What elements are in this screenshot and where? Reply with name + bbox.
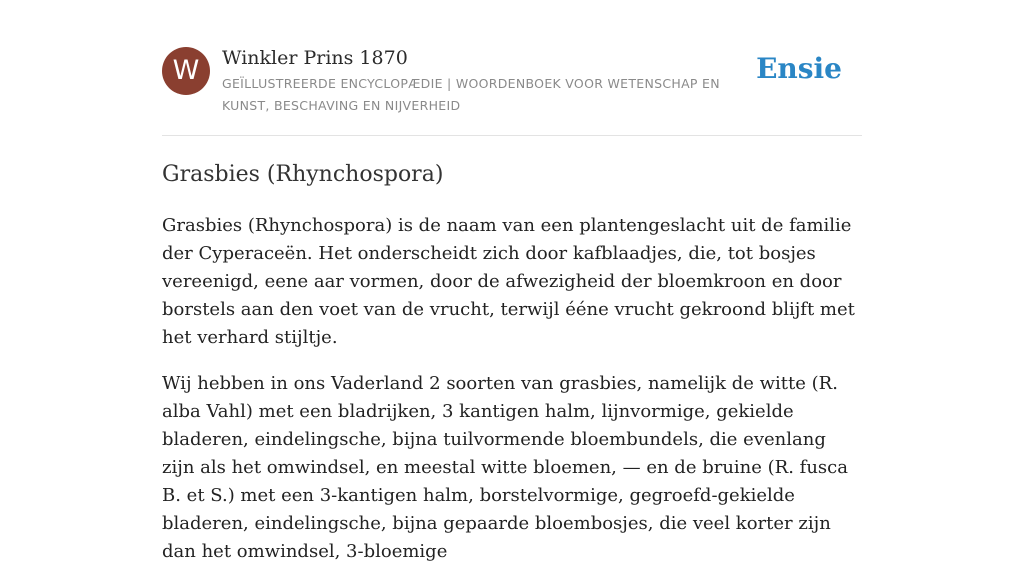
source-title[interactable]: Winkler Prins 1870 [222,47,408,69]
source-subtitle: GEÏLLUSTREERDE ENCYCLOPÆDIE | WOORDENBOEK VOOR WETENSCHAP EN KUNST, BESCHAVING EN NIJVERHEID [222,76,720,113]
content-column [162,0,862,566]
source-avatar[interactable]: W [162,47,210,95]
article-paragraph-2: Wij hebben in ons Vaderland 2 soorten van grasbies, namelijk de witte (R. alba Vahl) met een bladrijken, 3 kantigen halm, lijnvormige, gekielde bladeren, eindelingsche, bijna tuilvormende bloembundels, die evenlang zijn als het omwindsel, en meestal witte bloemen, — en de bruine (R. fusca B. et S.) met een 3-kantigen halm, borstelvormige, gegroefd-gekielde bladeren, eindelingsche, bijna gepaarde bloembosjes, die veel korter zijn dan het omwindsel, 3-bloemige [162,373,848,562]
header [162,0,862,136]
article-paragraph-1: Grasbies (Rhynchospora) is de naam van een plantengeslacht uit de familie der Cyperaceën. Het onderscheidt zich door kafblaadjes, die, tot bosjes vereenigd, eene aar vormen, door de afwezigheid der bloemkroon en door borstels aan den voet van de vrucht, terwijl ééne vrucht gekroond blijft met het verhard stijltje. [162,215,855,348]
article-title: Grasbies (Rhynchospora) [162,162,444,187]
source-info [222,45,762,117]
brand-logo[interactable]: Ensie [756,52,842,85]
